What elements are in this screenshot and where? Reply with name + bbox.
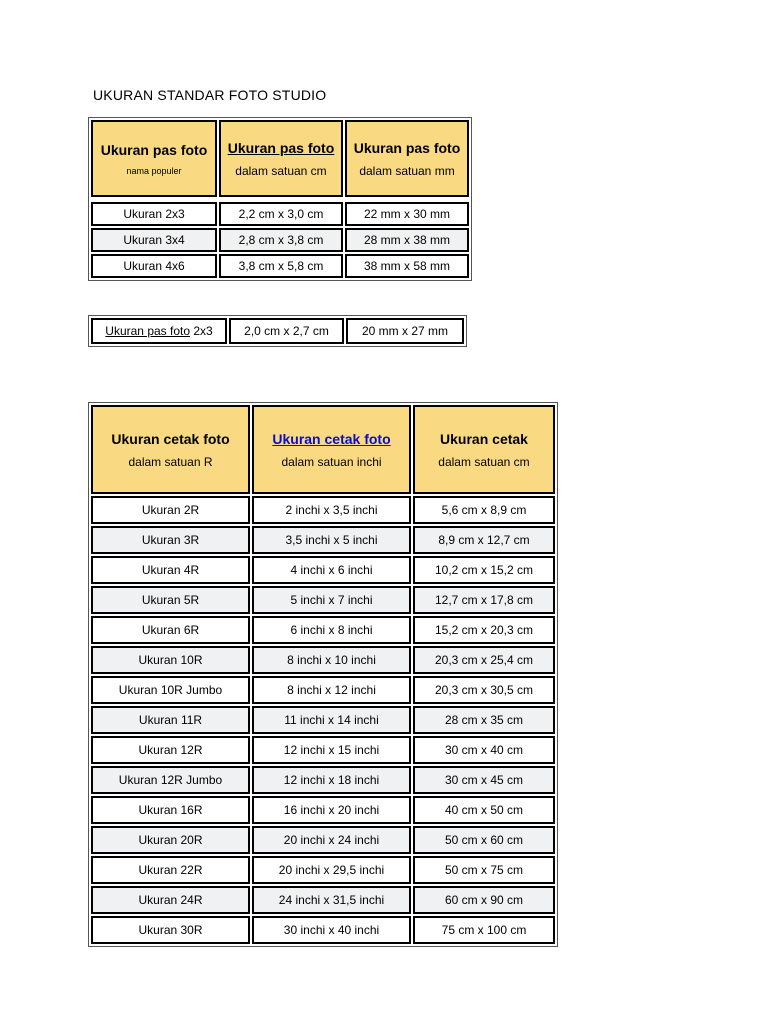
cell-r-size: Ukuran 12R Jumbo xyxy=(91,766,250,794)
table-row xyxy=(91,616,555,644)
cell-cm: 75 cm x 100 cm xyxy=(413,916,555,944)
cell-cm: 8,9 cm x 12,7 cm xyxy=(413,526,555,554)
cell-name: Ukuran 2x3 xyxy=(91,202,217,226)
table-row xyxy=(91,202,469,226)
header-subtitle: dalam satuan cm xyxy=(235,163,327,178)
cell-r-size: Ukuran 30R xyxy=(91,916,250,944)
header-nama-populer xyxy=(91,120,217,197)
cell-name: Ukuran 4x6 xyxy=(91,254,217,278)
header-satuan-mm xyxy=(345,120,469,197)
cell-cm: 2,8 cm x 3,8 cm xyxy=(219,228,343,252)
cell-cm: 5,6 cm x 8,9 cm xyxy=(413,496,555,524)
cell-cm: 15,2 cm x 20,3 cm xyxy=(413,616,555,644)
header-satuan-cm xyxy=(219,120,343,197)
cell-r-size: Ukuran 6R xyxy=(91,616,250,644)
cell-name-suffix: 2x3 xyxy=(190,324,213,338)
cell-cm: 20,3 cm x 25,4 cm xyxy=(413,646,555,674)
pas-foto-table xyxy=(88,117,472,281)
cell-r-size: Ukuran 10R xyxy=(91,646,250,674)
cetak-foto-table xyxy=(88,402,558,947)
table-row xyxy=(91,496,555,524)
cell-r-size: Ukuran 12R xyxy=(91,736,250,764)
cell-inchi: 4 inchi x 6 inchi xyxy=(252,556,411,584)
cell-cm: 40 cm x 50 cm xyxy=(413,796,555,824)
header-satuan-inchi xyxy=(252,405,411,494)
header-satuan-r xyxy=(91,405,250,494)
cell-mm: 22 mm x 30 mm xyxy=(345,202,469,226)
cell-cm: 60 cm x 90 cm xyxy=(413,886,555,914)
cell-inchi: 30 inchi x 40 inchi xyxy=(252,916,411,944)
table-row xyxy=(91,826,555,854)
cell-cm: 2,0 cm x 2,7 cm xyxy=(229,318,344,344)
page-title: UKURAN STANDAR FOTO STUDIO xyxy=(93,87,327,103)
cell-inchi: 3,5 inchi x 5 inchi xyxy=(252,526,411,554)
header-subtitle: dalam satuan inchi xyxy=(281,454,382,469)
cell-r-size: Ukuran 20R xyxy=(91,826,250,854)
table-row xyxy=(91,796,555,824)
cell-cm: 3,8 cm x 5,8 cm xyxy=(219,254,343,278)
table-row xyxy=(91,318,464,344)
cell-inchi: 24 inchi x 31,5 inchi xyxy=(252,886,411,914)
header-title: Ukuran pas foto xyxy=(100,141,208,158)
cell-inchi: 20 inchi x 24 inchi xyxy=(252,826,411,854)
table-row xyxy=(91,254,469,278)
cell-r-size: Ukuran 11R xyxy=(91,706,250,734)
cell-r-size: Ukuran 24R xyxy=(91,886,250,914)
cell-mm: 28 mm x 38 mm xyxy=(345,228,469,252)
cell-cm: 30 cm x 45 cm xyxy=(413,766,555,794)
cell-r-size: Ukuran 16R xyxy=(91,796,250,824)
table-row xyxy=(91,556,555,584)
header-subtitle: dalam satuan R xyxy=(128,454,213,469)
pas-foto-link[interactable]: Ukuran pas foto xyxy=(105,324,191,338)
table-row xyxy=(91,736,555,764)
cell-mm: 20 mm x 27 mm xyxy=(346,318,464,344)
cell-inchi: 8 inchi x 12 inchi xyxy=(252,676,411,704)
cell-cm: 28 cm x 35 cm xyxy=(413,706,555,734)
cell-inchi: 5 inchi x 7 inchi xyxy=(252,586,411,614)
cell-inchi: 11 inchi x 14 inchi xyxy=(252,706,411,734)
cell-r-size: Ukuran 2R xyxy=(91,496,250,524)
cell-cm: 50 cm x 75 cm xyxy=(413,856,555,884)
table-row xyxy=(91,706,555,734)
table-row xyxy=(91,856,555,884)
table-row xyxy=(91,646,555,674)
cell-r-size: Ukuran 3R xyxy=(91,526,250,554)
table-row xyxy=(91,766,555,794)
header-satuan-cm xyxy=(413,405,555,494)
cetak-foto-rows xyxy=(91,496,555,944)
table-row xyxy=(91,228,469,252)
header-subtitle: dalam satuan mm xyxy=(359,163,455,178)
cell-cm: 2,2 cm x 3,0 cm xyxy=(219,202,343,226)
cell-r-size: Ukuran 10R Jumbo xyxy=(91,676,250,704)
cell-inchi: 12 inchi x 15 inchi xyxy=(252,736,411,764)
table-row xyxy=(91,526,555,554)
cell-cm: 12,7 cm x 17,8 cm xyxy=(413,586,555,614)
cell-cm: 30 cm x 40 cm xyxy=(413,736,555,764)
cell-inchi: 8 inchi x 10 inchi xyxy=(252,646,411,674)
table-row xyxy=(91,586,555,614)
table-row xyxy=(91,886,555,914)
cell-inchi: 16 inchi x 20 inchi xyxy=(252,796,411,824)
header-title: Ukuran pas foto xyxy=(353,139,461,156)
cell-cm: 50 cm x 60 cm xyxy=(413,826,555,854)
cell-inchi: 20 inchi x 29,5 inchi xyxy=(252,856,411,884)
cell-cm: 10,2 cm x 15,2 cm xyxy=(413,556,555,584)
cell-name xyxy=(91,318,227,344)
header-title-link[interactable]: Ukuran cetak foto xyxy=(272,430,391,447)
cell-r-size: Ukuran 22R xyxy=(91,856,250,884)
cell-r-size: Ukuran 5R xyxy=(91,586,250,614)
cell-name: Ukuran 3x4 xyxy=(91,228,217,252)
pas-foto-alt-table xyxy=(88,315,467,347)
cell-inchi: 12 inchi x 18 inchi xyxy=(252,766,411,794)
table-row xyxy=(91,676,555,704)
cell-inchi: 2 inchi x 3,5 inchi xyxy=(252,496,411,524)
cell-r-size: Ukuran 4R xyxy=(91,556,250,584)
table-row xyxy=(91,916,555,944)
cell-mm: 38 mm x 58 mm xyxy=(345,254,469,278)
cell-inchi: 6 inchi x 8 inchi xyxy=(252,616,411,644)
header-title-link[interactable]: Ukuran pas foto xyxy=(227,139,335,156)
header-subtitle: dalam satuan cm xyxy=(438,454,530,469)
header-title: Ukuran cetak xyxy=(440,430,528,447)
header-title: Ukuran cetak foto xyxy=(111,430,230,447)
cell-cm: 20,3 cm x 30,5 cm xyxy=(413,676,555,704)
header-subtitle: nama populer xyxy=(126,165,182,176)
